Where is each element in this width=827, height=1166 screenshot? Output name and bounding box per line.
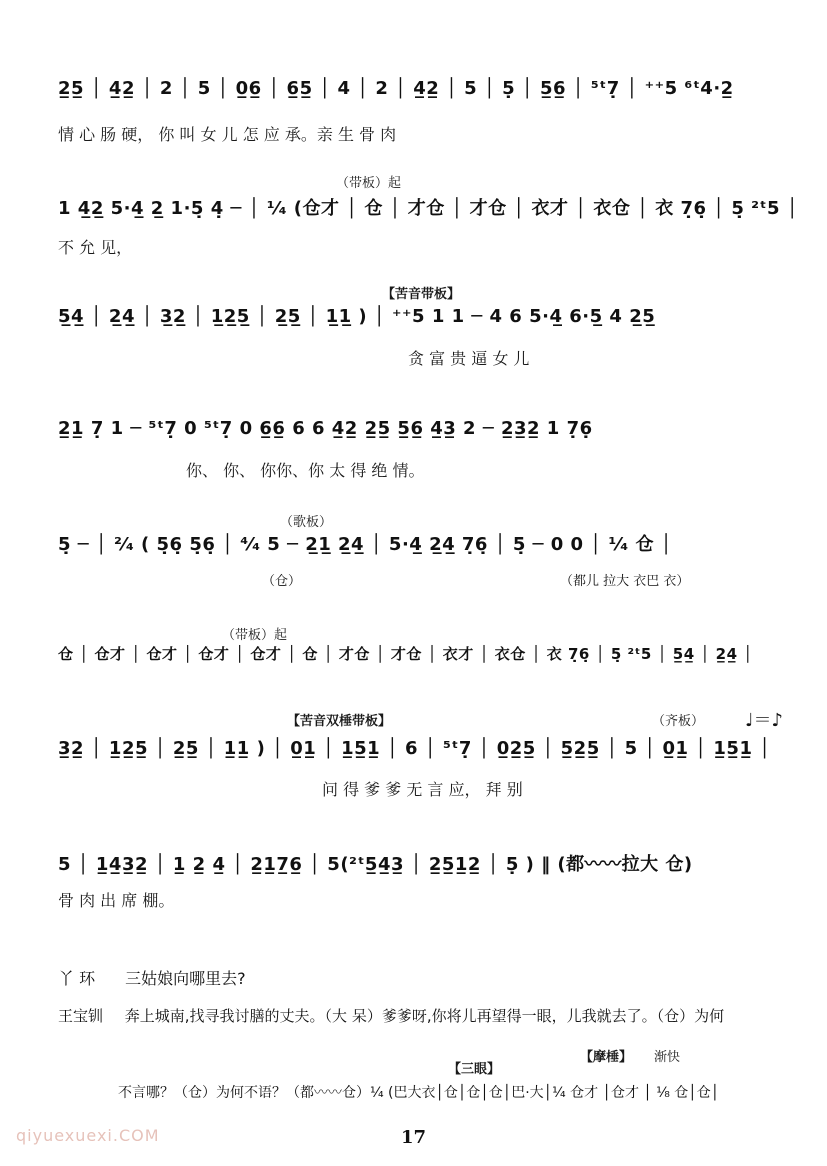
dialogue-text-1: 三姑娘向哪里去? <box>125 969 246 988</box>
score-line-2-notation: 1 4̲2̲ 5·4̲ 2̲ 1·5̣ 4̣ ─ │ ¹⁄₄ (仓才 │ 仓 │ 才仓 │ 才仓 │ 衣才 │ 衣仓 │ 衣 7̣6̣ │ 5̣ ²ᵗ5 │ <box>58 198 799 219</box>
site-watermark: qiyuexuexi.COM <box>16 1126 160 1145</box>
score-line-5-subtext-left: （仓） <box>262 574 302 589</box>
annotation-sanyan: 【三眼】 <box>448 1062 501 1077</box>
dialogue-speaker-2: 王宝钏 <box>58 1007 104 1025</box>
score-line-7-annotation: 【苦音双棰带板】 <box>287 714 392 729</box>
score-line-7-lyrics: 问 得 爹 爹 无 言 应， 拜 别 <box>322 780 523 799</box>
dialogue-line-2 <box>58 1005 827 1026</box>
score-line-5-subtext-right: （都儿 拉大 衣巴 衣） <box>560 574 690 589</box>
score-line-1-lyrics: 情 心 肠 硬， 你 叫 女 儿 怎 应 承。亲 生 骨 肉 <box>58 125 397 144</box>
score-line-2-annotation: （带板）起 <box>336 176 402 191</box>
dialogue-line-1 <box>58 966 827 989</box>
score-line-3-annotation: 【苦音带板】 <box>382 287 461 302</box>
score-line-8-notation: 5 │ 1̲4̲3̲2̲ │ 1̲ 2̲ 4̲ │ 2̲1̲7̲6̲ │ 5(²ᵗ5̲4̲3̲ │ 2̲5̲1̲2̲ │ 5̣ ) ‖ (都〰〰拉大 仓) <box>58 854 693 875</box>
dialogue-text-3: 不言哪？（仓）为何不语？（都〰〰仓）¹⁄₄ (巴大衣│仓│仓│仓│巴·大│¹⁄₄ 仓才 │仓才 │ ¹⁄₈ 仓│仓│ <box>118 1085 720 1101</box>
score-line-5-annotation: （歌板） <box>280 515 333 530</box>
annotation-jiankuai: 渐快 <box>654 1050 681 1065</box>
score-line-2-lyrics: 不 允 见， <box>58 238 133 257</box>
dialogue-text-2: 奔上城南,找寻我讨膳的丈夫。（大 呆）爹爹呀,你将儿再望得一眼，儿我就去了。（仓）为何 <box>124 1007 725 1025</box>
score-line-3-lyrics: 贪 富 贵 逼 女 儿 <box>408 349 530 368</box>
score-line-7-annotation-right: （齐板） <box>652 714 705 729</box>
score-line-7-notation: 3̲2̲ │ 1̲2̲5̲ │ 2̲5̲ │ 1̲1̲ ) │ 0̲1̲ │ 1̲5̲1̲ │ 6 │ ⁵ᵗ7̣ │ 0̲2̲5̲ │ 5̲2̲5̲ │ 5 │ 0̲1̲ │ 1̲5̲1̲ │ <box>58 738 771 759</box>
dialogue-line-3 <box>118 1082 827 1102</box>
dialogue-speaker-1: 丫 环 <box>58 969 96 988</box>
score-line-5-notation: 5̣ ─ │ ²⁄₄ ( 5̣6̣ 5̣6̣ │ ⁴⁄₄ 5 ─ 2̲1̲ 2̲4̲ │ 5·4̲ 2̲4̲ 7̣6̣ │ 5̣ ─ 0 0 │ ¹⁄₄ 仓 │ <box>58 534 673 555</box>
page-number: 17 <box>400 1127 427 1148</box>
score-line-3-notation: 5̲4̲ │ 2̲4̲ │ 3̲2̲ │ 1̲2̲5̲ │ 2̲5̲ │ 1̲1̲ ) │ ⁺⁺5 1 1 ─ 4 6 5·4̲ 6·5̲ 4 2̲5̲ <box>58 306 656 327</box>
score-line-1-notation: 2̲5̲ │ 4̲2̲ │ 2 │ 5 │ 0̲6̲ │ 6̲5̲ │ 4 │ 2 │ 4̲2̲ │ 5 │ 5̣ │ 5̲6̲ │ ⁵ᵗ7̣ │ ⁺⁺5 ⁶ᵗ4·2̲ <box>58 78 734 99</box>
score-line-7-tempo: ♩＝♪ <box>745 710 783 731</box>
score-line-4-lyrics: 你、 你、 你你、你 太 得 绝 情。 <box>186 461 425 480</box>
score-line-6-annotation: （带板）起 <box>222 628 288 643</box>
annotation-mochui: 【摩棰】 <box>580 1050 633 1065</box>
score-line-4-notation: 2̲1̲ 7̣ 1 ─ ⁵ᵗ7̣ 0 ⁵ᵗ7̣ 0 6̲6̲ 6 6 4̲2̲ 2̲5̲ 5̲6̲ 4̲3̲ 2 ─ 2̲3̲2̲ 1 7̣6̣ <box>58 418 593 439</box>
score-line-8-lyrics: 骨 肉 出 席 棚。 <box>58 891 175 910</box>
score-line-6-notation: 仓 │ 仓才 │ 仓才 │ 仓才 │ 仓才 │ 仓 │ 才仓 │ 才仓 │ 衣才 │ 衣仓 │ 衣 7̣6̣ │ 5̣ ²ᵗ5 │ 5̲4̲ │ 2̲4̲ │ <box>58 645 753 663</box>
